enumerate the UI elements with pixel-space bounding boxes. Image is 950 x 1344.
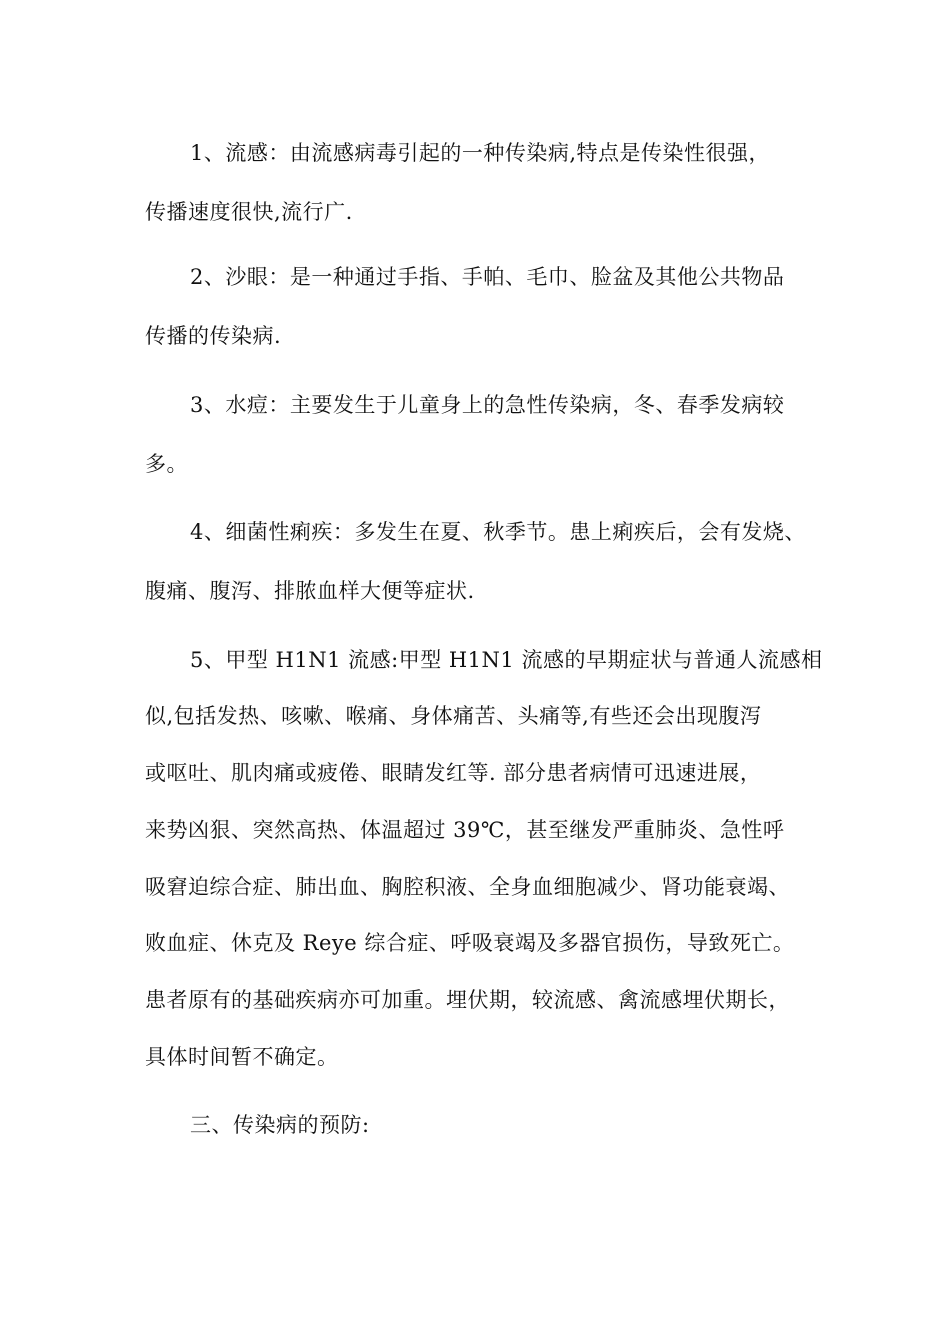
paragraph-line: 患者原有的基础疾病亦可加重。埋伏期，较流感、禽流感埋伏期长， [145,988,790,1012]
paragraph-line: 具体时间暂不确定。 [145,1045,339,1069]
paragraph-line: 多。 [145,452,188,476]
paragraph-line: 5、甲型 H1N1 流感:甲型 H1N1 流感的早期症状与普通人流感相 [190,648,823,672]
paragraph-line: 2、沙眼：是一种通过手指、手帕、毛巾、脸盆及其他公共物品 [190,265,785,289]
paragraph-line: 1、流感：由流感病毒引起的一种传染病,特点是传染性很强， [190,141,771,165]
section-heading: 三、传染病的预防: [190,1113,370,1137]
paragraph-line: 腹痛、腹泻、排脓血样大便等症状. [145,579,475,603]
paragraph-line: 传播的传染病. [145,324,282,348]
paragraph-line: 4、细菌性痢疾：多发生在夏、秋季节。患上痢疾后，会有发烧、 [190,520,806,544]
paragraph-line: 3、水痘：主要发生于儿童身上的急性传染病，冬、春季发病较 [190,393,785,417]
paragraph-line: 或呕吐、肌肉痛或疲倦、眼睛发红等. 部分患者病情可迅速进展， [145,761,762,785]
paragraph-line: 吸窘迫综合症、肺出血、胸腔积液、全身血细胞减少、肾功能衰竭、 [145,875,790,899]
paragraph-line: 败血症、休克及 Reye 综合症、呼吸衰竭及多器官损伤，导致死亡。 [145,931,795,955]
paragraph-line: 似,包括发热、咳嗽、喉痛、身体痛苦、头痛等,有些还会出现腹泻 [145,704,762,728]
paragraph-line: 传播速度很快,流行广. [145,200,353,224]
paragraph-line: 来势凶狠、突然高热、体温超过 39℃，甚至继发严重肺炎、急性呼 [145,818,785,842]
